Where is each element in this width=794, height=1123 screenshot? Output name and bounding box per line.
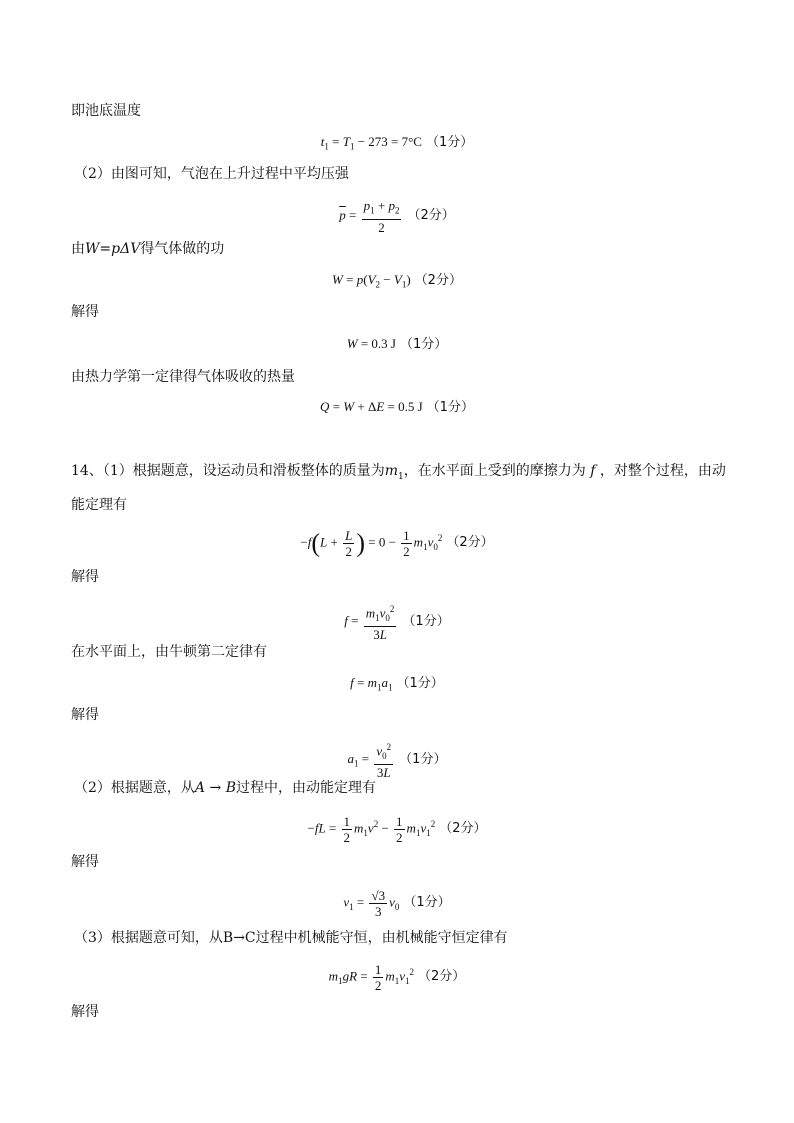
score-label: （2分） xyxy=(414,273,462,288)
equation-energy-conservation: $m_1gR$ = $\frac{1}{2}$ $m_1v_1^2$ （2分） xyxy=(328,962,466,993)
fraction: $\frac{1}{2}$ xyxy=(396,814,403,845)
text-fragment: 得气体做的功 xyxy=(140,241,225,257)
score-label: （1分） xyxy=(425,135,474,150)
equation-friction: f = $\frac{m_1v_0^2}{3L}$ （1分） xyxy=(344,604,450,642)
fraction: $\frac{L}{2}$ xyxy=(345,528,353,559)
text-line-solve: 解得 xyxy=(71,569,99,585)
text-fragment: 由 xyxy=(71,241,85,257)
score-label: （2分） xyxy=(407,208,455,224)
equation-average-pressure: $\overline{p}$ = $\frac{p_1 + p_2}{2}$ （2分） xyxy=(339,198,455,235)
text-line-problem-14: 14、（1）根据题意，设运动员和滑板整体的质量为$m_1$，在水平面上受到的摩擦力为 f ，对整个过程，由动 xyxy=(71,463,726,482)
fraction: $\frac{1}{2}$ xyxy=(403,528,410,559)
score-label: （2分） xyxy=(446,535,494,551)
score-label: （2分） xyxy=(418,969,466,985)
text-line-kinetic-theorem: 能定理有 xyxy=(71,497,127,513)
inline-formula: A xyxy=(194,780,206,796)
inline-formula: f xyxy=(590,463,596,479)
equation-newton: $f = m_1a_1$ （1分） xyxy=(350,675,444,693)
equation-acceleration: $a_1$ = $\frac{v_0^2}{3L}$ （1分） xyxy=(347,742,447,780)
score-label: （1分） xyxy=(399,337,448,352)
text-line-solve: 解得 xyxy=(71,1004,99,1020)
fraction: $\frac{1}{2}$ xyxy=(343,814,351,845)
equation-velocity: $v_1$ = $\frac{√3}{3}$ $v_0$ （1分） xyxy=(343,888,451,919)
inline-formula: m xyxy=(384,463,399,479)
text-line-work-intro xyxy=(71,239,224,259)
text-fragment: 过程中，由动能定理有 xyxy=(235,780,376,796)
text-line-solve: 解得 xyxy=(71,707,99,723)
fraction: $\frac{1}{2}$ xyxy=(374,962,382,993)
text-line-newton-second: 在水平面上，由牛顿第二定律有 xyxy=(71,644,267,660)
text-line-solve: 解得 xyxy=(71,854,99,870)
fraction: $\frac{√3}{3}$ xyxy=(371,888,386,919)
equation-work-result: W = 0.3 J （1分） xyxy=(346,336,448,352)
text-line-first-law: 由热力学第一定律得气体吸收的热量 xyxy=(71,369,295,385)
text-line-solve: 解得 xyxy=(71,304,99,320)
score-label: （1分） xyxy=(403,895,451,911)
equation-work: $W = p(V_2 - V_1)$ （2分） xyxy=(332,272,462,290)
text-fragment: （2）根据题意，从 xyxy=(74,780,195,796)
equation-kinetic-energy-1: −f(L + $\frac{L}{2}$ ) = 0 − $\frac{1}{2}$ $m_1v_0^2$ （2分） xyxy=(300,528,494,559)
score-label: （1分） xyxy=(426,400,474,415)
score-label: （1分） xyxy=(399,751,447,767)
score-label: （2分） xyxy=(439,821,487,837)
equation-heat: Q = W + ΔE = 0.5 J （1分） xyxy=(320,399,474,415)
fraction: $\frac{m_1v_0^2}{3L}$ xyxy=(365,604,395,642)
text-line-part-2: （2）根据题意，从A → B过程中，由动能定理有 xyxy=(74,780,376,796)
inline-formula: B xyxy=(225,780,236,796)
text-fragment: ，对整个过程，由动 xyxy=(599,463,726,479)
inline-formula: W=pΔV xyxy=(85,241,141,257)
score-label: （1分） xyxy=(396,676,444,691)
equation-temperature: $t_1 = T_1 - 273 = 7^\circ C$ （1分） xyxy=(320,134,474,152)
text-fragment: 14、（1）根据题意，设运动员和滑板整体的质量为 xyxy=(71,463,385,479)
score-label: （1分） xyxy=(402,613,450,629)
text-line-part-3: （3）根据题意可知，从B→C过程中机械能守恒，由机械能守恒定律有 xyxy=(74,930,508,946)
text-fragment: ，在水平面上受到的摩擦力为 xyxy=(403,463,586,479)
text-line-pool-bottom-temp: 即池底温度 xyxy=(71,103,141,119)
equation-kinetic-energy-2: −fL = $\frac{1}{2}$ $m_1v^2$ − $\frac{1}{2}$ $m_1v_1^2$ （2分） xyxy=(307,814,487,845)
text-line-average-pressure: （2）由图可知，气泡在上升过程中平均压强 xyxy=(74,166,349,182)
fraction: $\frac{p_1 + p_2}{2}$ xyxy=(363,198,400,235)
fraction: $\frac{v_0^2}{3L}$ xyxy=(376,742,392,780)
